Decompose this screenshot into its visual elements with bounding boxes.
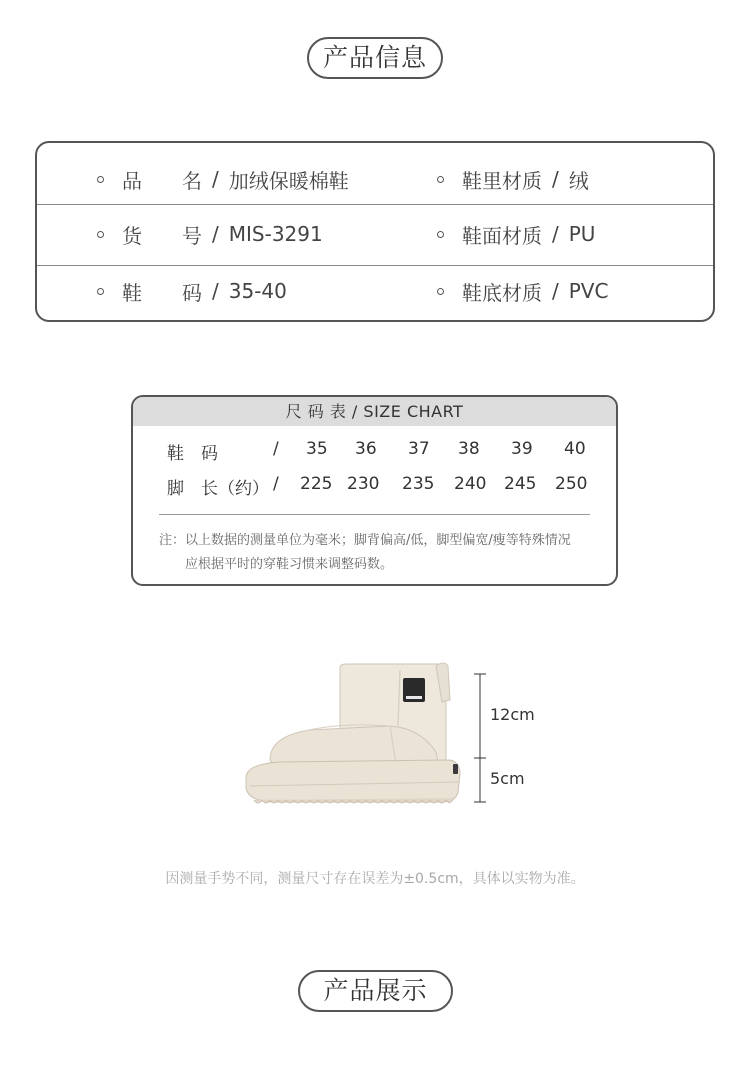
size-cell: 250: [555, 474, 588, 494]
size-cell: 37: [408, 439, 430, 459]
spec-separator: /: [552, 222, 559, 246]
spec-item-size: [97, 263, 287, 319]
spec-item-sku: [97, 206, 323, 262]
sole-height-label: 5cm: [490, 769, 525, 788]
spec-separator: /: [552, 167, 559, 191]
spec-label: 品 名: [122, 168, 202, 193]
size-cell: 40: [564, 439, 586, 459]
spec-label: 鞋底材质: [462, 280, 542, 305]
spec-value: PU: [568, 222, 596, 246]
spec-separator: /: [212, 279, 219, 303]
bullet-icon: [97, 176, 104, 183]
size-cell: 35: [306, 439, 328, 459]
size-cell: 235: [402, 474, 435, 494]
spec-table: [35, 141, 715, 322]
size-row-shoe-size: [133, 439, 616, 463]
product-info-title: 产品信息: [307, 37, 443, 79]
spec-row-sku: [37, 206, 713, 262]
spec-separator: /: [212, 222, 219, 246]
boot-image: [240, 660, 470, 810]
size-chart-divider: [159, 514, 590, 515]
size-cell: 225: [300, 474, 333, 494]
bullet-icon: [437, 288, 444, 295]
size-chart-header: 尺 码 表 / SIZE CHART: [133, 397, 616, 426]
spec-item-name: [97, 151, 349, 207]
product-showcase-title: 产品展示: [298, 970, 453, 1012]
size-row-label: 脚 长（约）: [167, 479, 269, 499]
size-cell: 39: [511, 439, 533, 459]
spec-label: 货 号: [122, 223, 202, 248]
size-chart: [131, 395, 618, 586]
spec-value: MIS-3291: [228, 222, 323, 246]
bullet-icon: [437, 176, 444, 183]
spec-value: 35-40: [228, 279, 287, 303]
bullet-icon: [437, 231, 444, 238]
boot-measure-illustration: [240, 660, 470, 810]
bullet-icon: [97, 231, 104, 238]
size-row-foot-length: [133, 474, 616, 498]
size-cell: 240: [454, 474, 487, 494]
spec-row-size: [37, 263, 713, 319]
spec-value: PVC: [568, 279, 609, 303]
spec-row-name: [37, 151, 713, 207]
size-row-label: 鞋 码: [167, 444, 218, 464]
spec-value: 加绒保暖棉鞋: [228, 168, 349, 193]
shaft-height-label: 12cm: [490, 705, 535, 724]
spec-value: 绒: [568, 168, 589, 193]
spec-item-sole: [437, 263, 608, 319]
size-cell: 36: [355, 439, 377, 459]
size-note-line1: 注：以上数据的测量单位为毫米；脚背偏高/低，脚型偏宽/瘦等特殊情况: [159, 533, 571, 548]
spec-separator: /: [212, 167, 219, 191]
bullet-icon: [97, 288, 104, 295]
size-cell: 245: [504, 474, 537, 494]
size-row-separator: /: [273, 439, 279, 459]
measure-bracket: [472, 672, 492, 804]
measurement-disclaimer: 因测量手势不同，测量尺寸存在误差为±0.5cm，具体以实物为准。: [165, 871, 585, 887]
spec-item-lining: [437, 151, 589, 207]
spec-label: 鞋面材质: [462, 223, 542, 248]
size-cell: 38: [458, 439, 480, 459]
spec-label: 鞋 码: [122, 280, 202, 305]
spec-separator: /: [552, 279, 559, 303]
size-cell: 230: [347, 474, 380, 494]
size-note-line2: 应根据平时的穿鞋习惯来调整码数。: [185, 557, 394, 572]
size-row-separator: /: [273, 474, 279, 494]
spec-item-upper: [437, 206, 595, 262]
spec-label: 鞋里材质: [462, 168, 542, 193]
